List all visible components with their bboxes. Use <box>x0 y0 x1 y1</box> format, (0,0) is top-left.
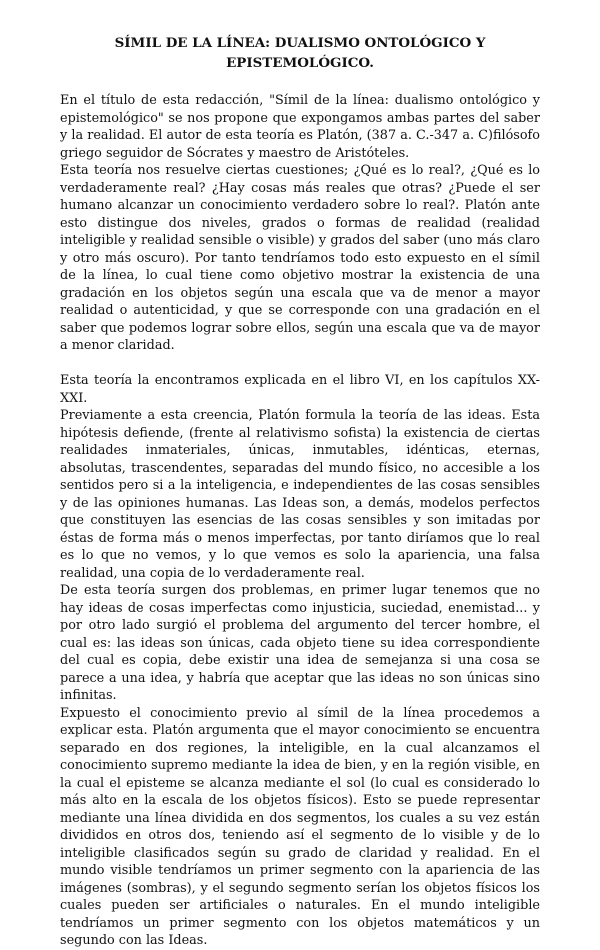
paragraph-questions: Esta teoría nos resuelve ciertas cuestiones; ¿Qué es lo real?, ¿Qué es lo verdaderamente real? ¿Hay cosas más reales que otras? ¿Puede el ser humano alcanzar un conocimiento verdadero sobre lo real?. Platón ante esto distingue dos niveles, grados o formas de realidad (realidad inteligible y realidad sensible o visible) y grados del saber (uno más claro y otro más oscuro). Por tanto tendríamos todo esto expuesto en el símil de la línea, lo cual tiene como objetivo mostrar la existencia de una gradación en los objetos según una escala que va de menor a mayor realidad o autenticidad, y que se corresponde con una gradación en el saber que podemos lograr sobre ellos, según una escala que va de mayor a menor claridad. <box>60 163 540 353</box>
document-title <box>60 33 540 73</box>
document-body <box>60 92 540 950</box>
paragraph-problems: De esta teoría surgen dos problemas, en primer lugar tenemos que no hay ideas de cosas imperfectas como injusticia, suciedad, enemistad... y por otro lado surgió el problema del argumento del tercer hombre, el cual es: las ideas son únicas, cada objeto tiene su idea correspondiente del cual es copia, debe existir una idea de semejanza si una cosa se parece a una idea, y habría que aceptar que las ideas no son únicas sino infinitas. <box>60 583 540 703</box>
paragraph-line-simile: Expuesto el conocimiento previo al símil de la línea procedemos a explicar esta. Platón argumenta que el mayor conocimiento se encuentra separado en dos regiones, la inteligible, en la cual alcanzamos el conocimiento supremo mediante la idea de bien, y en la región visible, en la cual el episteme se alcanza mediante el sol (lo cual es considerado lo más alto en la escala de los objetos físicos). Esto se puede representar mediante una línea dividida en dos segmentos, los cuales a su vez están divididos en otros dos, teniendo así el segmento de lo visible y de lo inteligible clasificados según su grado de claridad y realidad. En el mundo visible tendríamos un primer segmento con la apariencia de las imágenes (sombras), y el segundo segmento serían los objetos físicos los cuales pueden ser artificiales o naturales. En el mundo inteligible tendríamos un primer segmento con los objetos matemáticos y un segundo con las Ideas. <box>60 705 540 948</box>
paragraph-source: Esta teoría la encontramos explicada en el libro VI, en los capítulos XX-XXI. <box>60 373 540 406</box>
title-line-1: SÍMIL DE LA LÍNEA: DUALISMO ONTOLÓGICO Y <box>114 35 486 51</box>
paragraph-theory-of-ideas: Previamente a esta creencia, Platón formula la teoría de las ideas. Esta hipótesis defiende, (frente al relativismo sofista) la existencia de ciertas realidades inmateriales, únicas, inmutables, idénticas, eternas, absolutas, trascendentes, separadas del mundo físico, no accesible a los sentidos pero si a la inteligencia, e independientes de las cosas sensibles y de las opiniones humanas. Las Ideas son, a demás, modelos perfectos que constituyen las esencias de las cosas sensibles y son imitadas por éstas de forma más o menos imperfectas, por tanto diríamos que lo real es lo que no vemos, y lo que vemos es solo la apariencia, una falsa realidad, una copia de lo verdaderamente real. <box>60 408 540 581</box>
title-line-2: EPISTEMOLÓGICO. <box>226 55 374 71</box>
paragraph-intro: En el título de esta redacción, "Símil de la línea: dualismo ontológico y epistemológico" se nos propone que expongamos ambas partes del saber y la realidad. El autor de esta teoría es Platón, (387 a. C.-347 a. C)filósofo griego seguidor de Sócrates y maestro de Aristóteles. <box>60 93 540 161</box>
